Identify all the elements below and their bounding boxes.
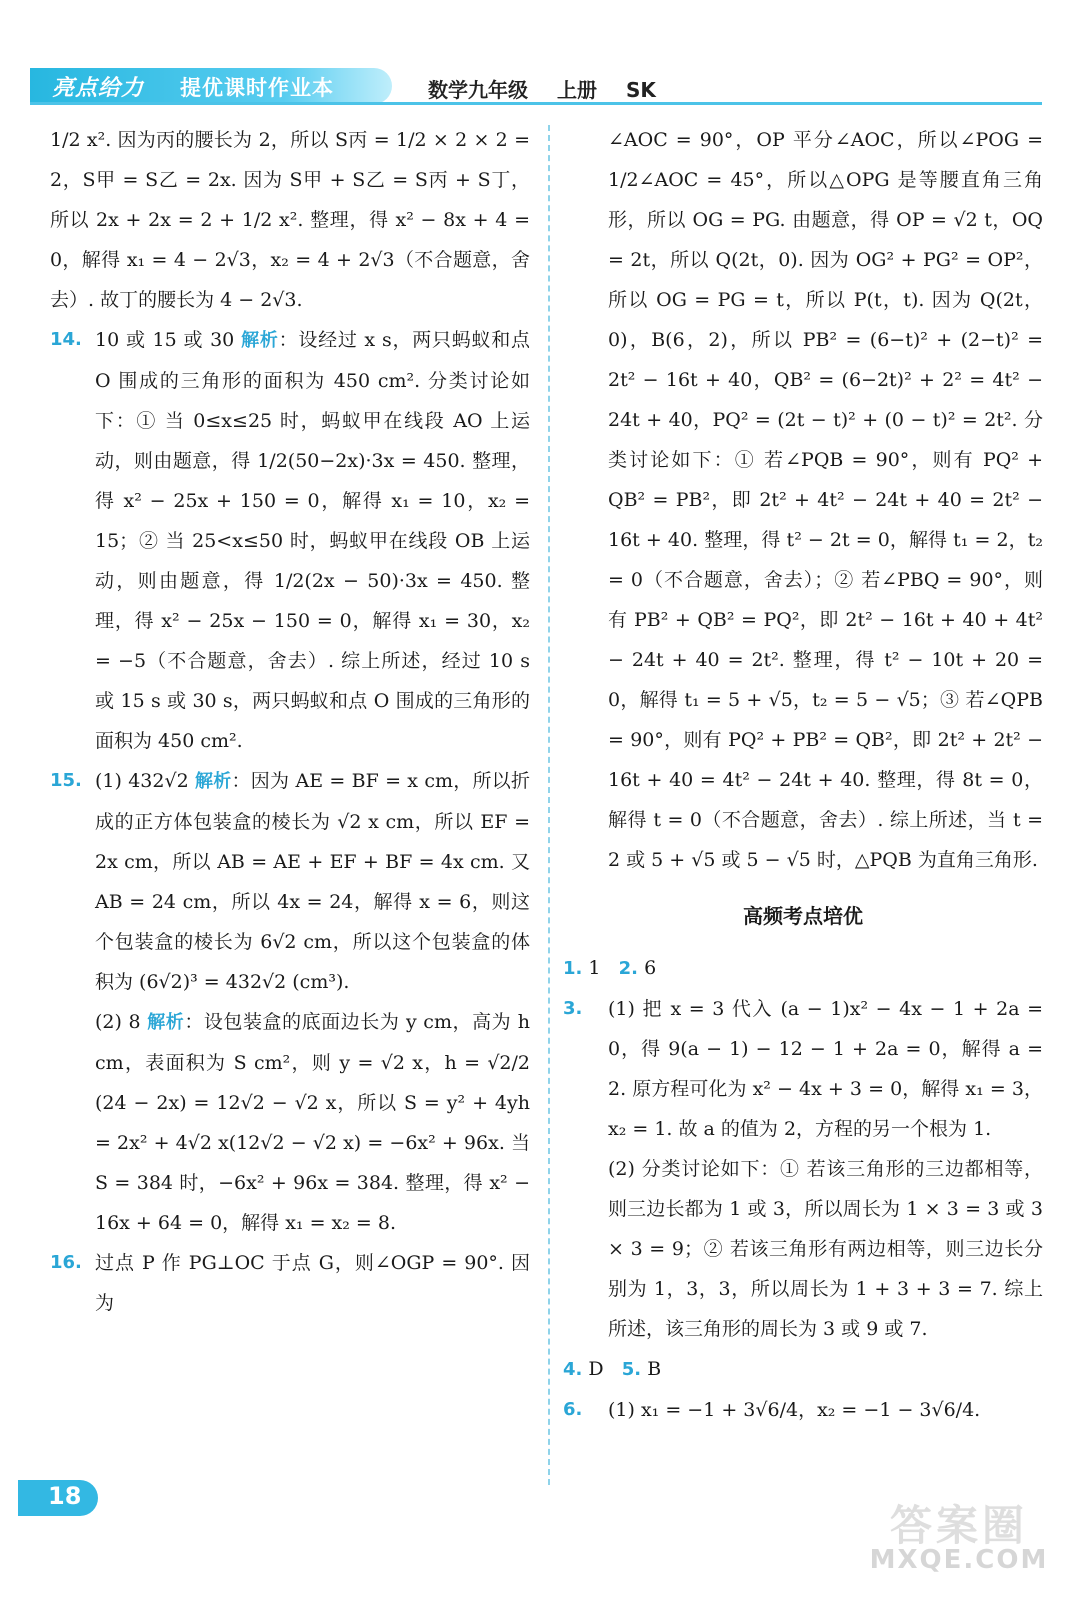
- banner-subtitle: 提优课时作业本: [180, 76, 334, 100]
- page-number-tab: [18, 1480, 98, 1516]
- answer-text: 1/2 x². 因为丙的腰长为 2，所以 S丙 = 1/2 × 2 × 2 = 2，S甲 = S乙 = 2x. 因为 S甲 + S乙 = S丙 + S丁，所以 2x + 2x = 2 + 1/2 x². 整理，得 x² − 8x + 4 = 0，解得 x₁ = 4 − 2√3，x₂ = 4 + 2√3（不合题意，舍去）. 故丁的腰长为 4 − 2√3.: [50, 129, 530, 311]
- answer-3-part2: [563, 1149, 1043, 1349]
- answer-16: [50, 1243, 530, 1323]
- analysis-label: 解析: [194, 771, 232, 792]
- answer-16-continued: [563, 120, 1043, 880]
- page-number: 18: [48, 1482, 82, 1510]
- answer-14: [50, 320, 530, 761]
- analysis-text: ：设经过 x s，两只蚂蚁和点 O 围成的三角形的面积为 450 cm². 分类讨论如下：① 当 0≤x≤25 时，蚂蚁甲在线段 AO 上运动，则由题意，得 1/2(50−2x)·3x = 450. 整理，得 x² − 25x + 150 = 0，解得 x₁ = 10，x₂ = 15；② 当 25<x≤50 时，蚂蚁甲在线段 OB 上运动，则由题意，得 1/2(2x − 50)·3x = 450. 整理，得 x² − 25x − 150 = 0，解得 x₁ = 30，x₂ = −5（不合题意，舍去）. 综上所述，经过 10 s 或 15 s 或 30 s，两只蚂蚁和点 O 围成的三角形的面积为 450 cm².: [95, 329, 531, 752]
- question-number: 4.: [563, 1359, 583, 1380]
- analysis-label: 解析: [147, 1012, 185, 1033]
- left-column: [50, 120, 530, 1323]
- answer-text: (1) 把 x = 3 代入 (a − 1)x² − 4x − 1 + 2a = 0，得 9(a − 1) − 12 − 1 + 2a = 0，解得 a = 2. 原方程可化为 x² − 4x + 3 = 0，解得 x₁ = 3，x₂ = 1. 故 a 的值为 2，方程的另一个根为 1.: [608, 998, 1043, 1140]
- analysis-text: ：设包装盒的底面边长为 y cm，高为 h cm，表面积为 S cm²，则 y = √2 x，h = √2/2 (24 − 2x) = 12√2 − √2 x，所以 S = y² + 4yh = 2x² + 4√2 x(12√2 − √2 x) = −6x² + 96x. 当 S = 384 时，−6x² + 96x = 384. 整理，得 x² − 16x + 64 = 0，解得 x₁ = x₂ = 8.: [95, 1011, 531, 1234]
- header-edition: SK: [625, 78, 656, 102]
- question-number: 2.: [618, 958, 639, 979]
- answer-value: B: [647, 1358, 662, 1380]
- answer-value: (2) 8: [95, 1011, 141, 1033]
- watermark-text: 答案圈: [889, 1501, 1028, 1550]
- answer-text: (1) x₁ = −1 + 3√6/4，x₂ = −1 − 3√6/4.: [608, 1399, 981, 1421]
- question-number: 6.: [563, 1399, 583, 1420]
- question-number: 16.: [50, 1252, 82, 1273]
- question-number: 15.: [50, 770, 82, 791]
- header-subject: 数学九年级: [428, 78, 528, 102]
- answer-15-part1: [50, 761, 530, 1002]
- answer-6: [563, 1390, 1043, 1430]
- page-header: [0, 62, 1074, 108]
- answer-13-continued: [50, 120, 530, 320]
- banner-title: 亮点给力: [52, 76, 145, 101]
- question-number: 3.: [563, 998, 583, 1019]
- analysis-text: ：因为 AE = BF = x cm，所以折成的正方体包装盒的棱长为 √2 x cm，所以 EF = 2x cm，所以 AB = AE + EF + BF = 4x cm. 又 AB = 24 cm，所以 4x = 24，解得 x = 6，则这个包装盒的棱长为 6√2 cm，所以这个包装盒的体积为 (6√2)³ = 432√2 (cm³).: [95, 770, 530, 993]
- answers-4-5: [563, 1349, 1043, 1390]
- header-banner: [30, 68, 392, 104]
- answer-value: D: [588, 1358, 604, 1380]
- answer-value: 10 或 15 或 30: [95, 329, 235, 351]
- answer-value: (1) 432√2: [95, 770, 189, 792]
- column-divider: [548, 125, 550, 1485]
- watermark-logo: [866, 1493, 1052, 1581]
- watermark-url: MXQE.COM: [869, 1545, 1049, 1575]
- header-volume: 上册: [556, 78, 597, 102]
- answer-value: 1: [588, 957, 601, 979]
- question-number: 5.: [621, 1359, 642, 1380]
- analysis-label: 解析: [241, 330, 279, 351]
- answer-15-part2: [50, 1002, 530, 1243]
- section-title: 高频考点培优: [743, 904, 863, 928]
- question-number: 1.: [563, 958, 583, 979]
- answer-value: 6: [644, 957, 657, 979]
- answer-3-part1: [563, 989, 1043, 1149]
- header-book-info: [428, 74, 678, 103]
- answer-text: 过点 P 作 PG⊥OC 于点 G，则∠OGP = 90°. 因为: [95, 1252, 530, 1314]
- answer-text: ∠AOC = 90°，OP 平分∠AOC，所以∠POG = 1/2∠AOC = 45°，所以△OPG 是等腰直角三角形，所以 OG = PG. 由题意，得 OP = √2 t，OQ = 2t，所以 Q(2t，0). 因为 OG² + PG² = OP²，所以 OG = PG = t，所以 P(t，t). 因为 Q(2t，0)，B(6，2)，所以 PB² = (6−t)² + (2−t)² = 2t² − 16t + 40，QB² = (6−2t)² + 2² = 4t² − 24t + 40，PQ² = (2t − t)² + (0 − t)² = 2t². 分类讨论如下：① 若∠PQB = 90°，则有 PQ² + QB² = PB²，即 2t² + 4t² − 24t + 40 = 2t² − 16t + 40. 整理，得 t² − 2t = 0，解得 t₁ = 2，t₂ = 0（不合题意，舍去）；② 若∠PBQ = 90°，则有 PB² + QB² = PQ²，即 2t² − 16t + 40 + 4t² − 24t + 40 = 2t². 整理，得 t² − 10t + 20 = 0，解得 t₁ = 5 + √5，t₂ = 5 − √5；③ 若∠QPB = 90°，则有 PQ² + PB² = QB²，即 2t² + 2t² − 16t + 40 = 4t² − 24t + 40. 整理，得 8t = 0，解得 t = 0（不合题意，舍去）. 综上所述，当 t = 2 或 5 + √5 或 5 − √5 时，△PQB 为直角三角形.: [608, 129, 1043, 871]
- header-divider-line: [30, 102, 1042, 105]
- right-column: [563, 120, 1043, 1430]
- answers-1-2: [563, 948, 1043, 989]
- question-number: 14.: [50, 329, 82, 350]
- answer-text: (2) 分类讨论如下：① 若该三角形的三边都相等，则三边长都为 1 或 3，所以周长为 1 × 3 = 3 或 3 × 3 = 9；② 若该三角形有两边相等，则三边长分别为 1，3，3，所以周长为 1 + 3 + 3 = 7. 综上所述，该三角形的周长为 3 或 9 或 7.: [608, 1158, 1043, 1340]
